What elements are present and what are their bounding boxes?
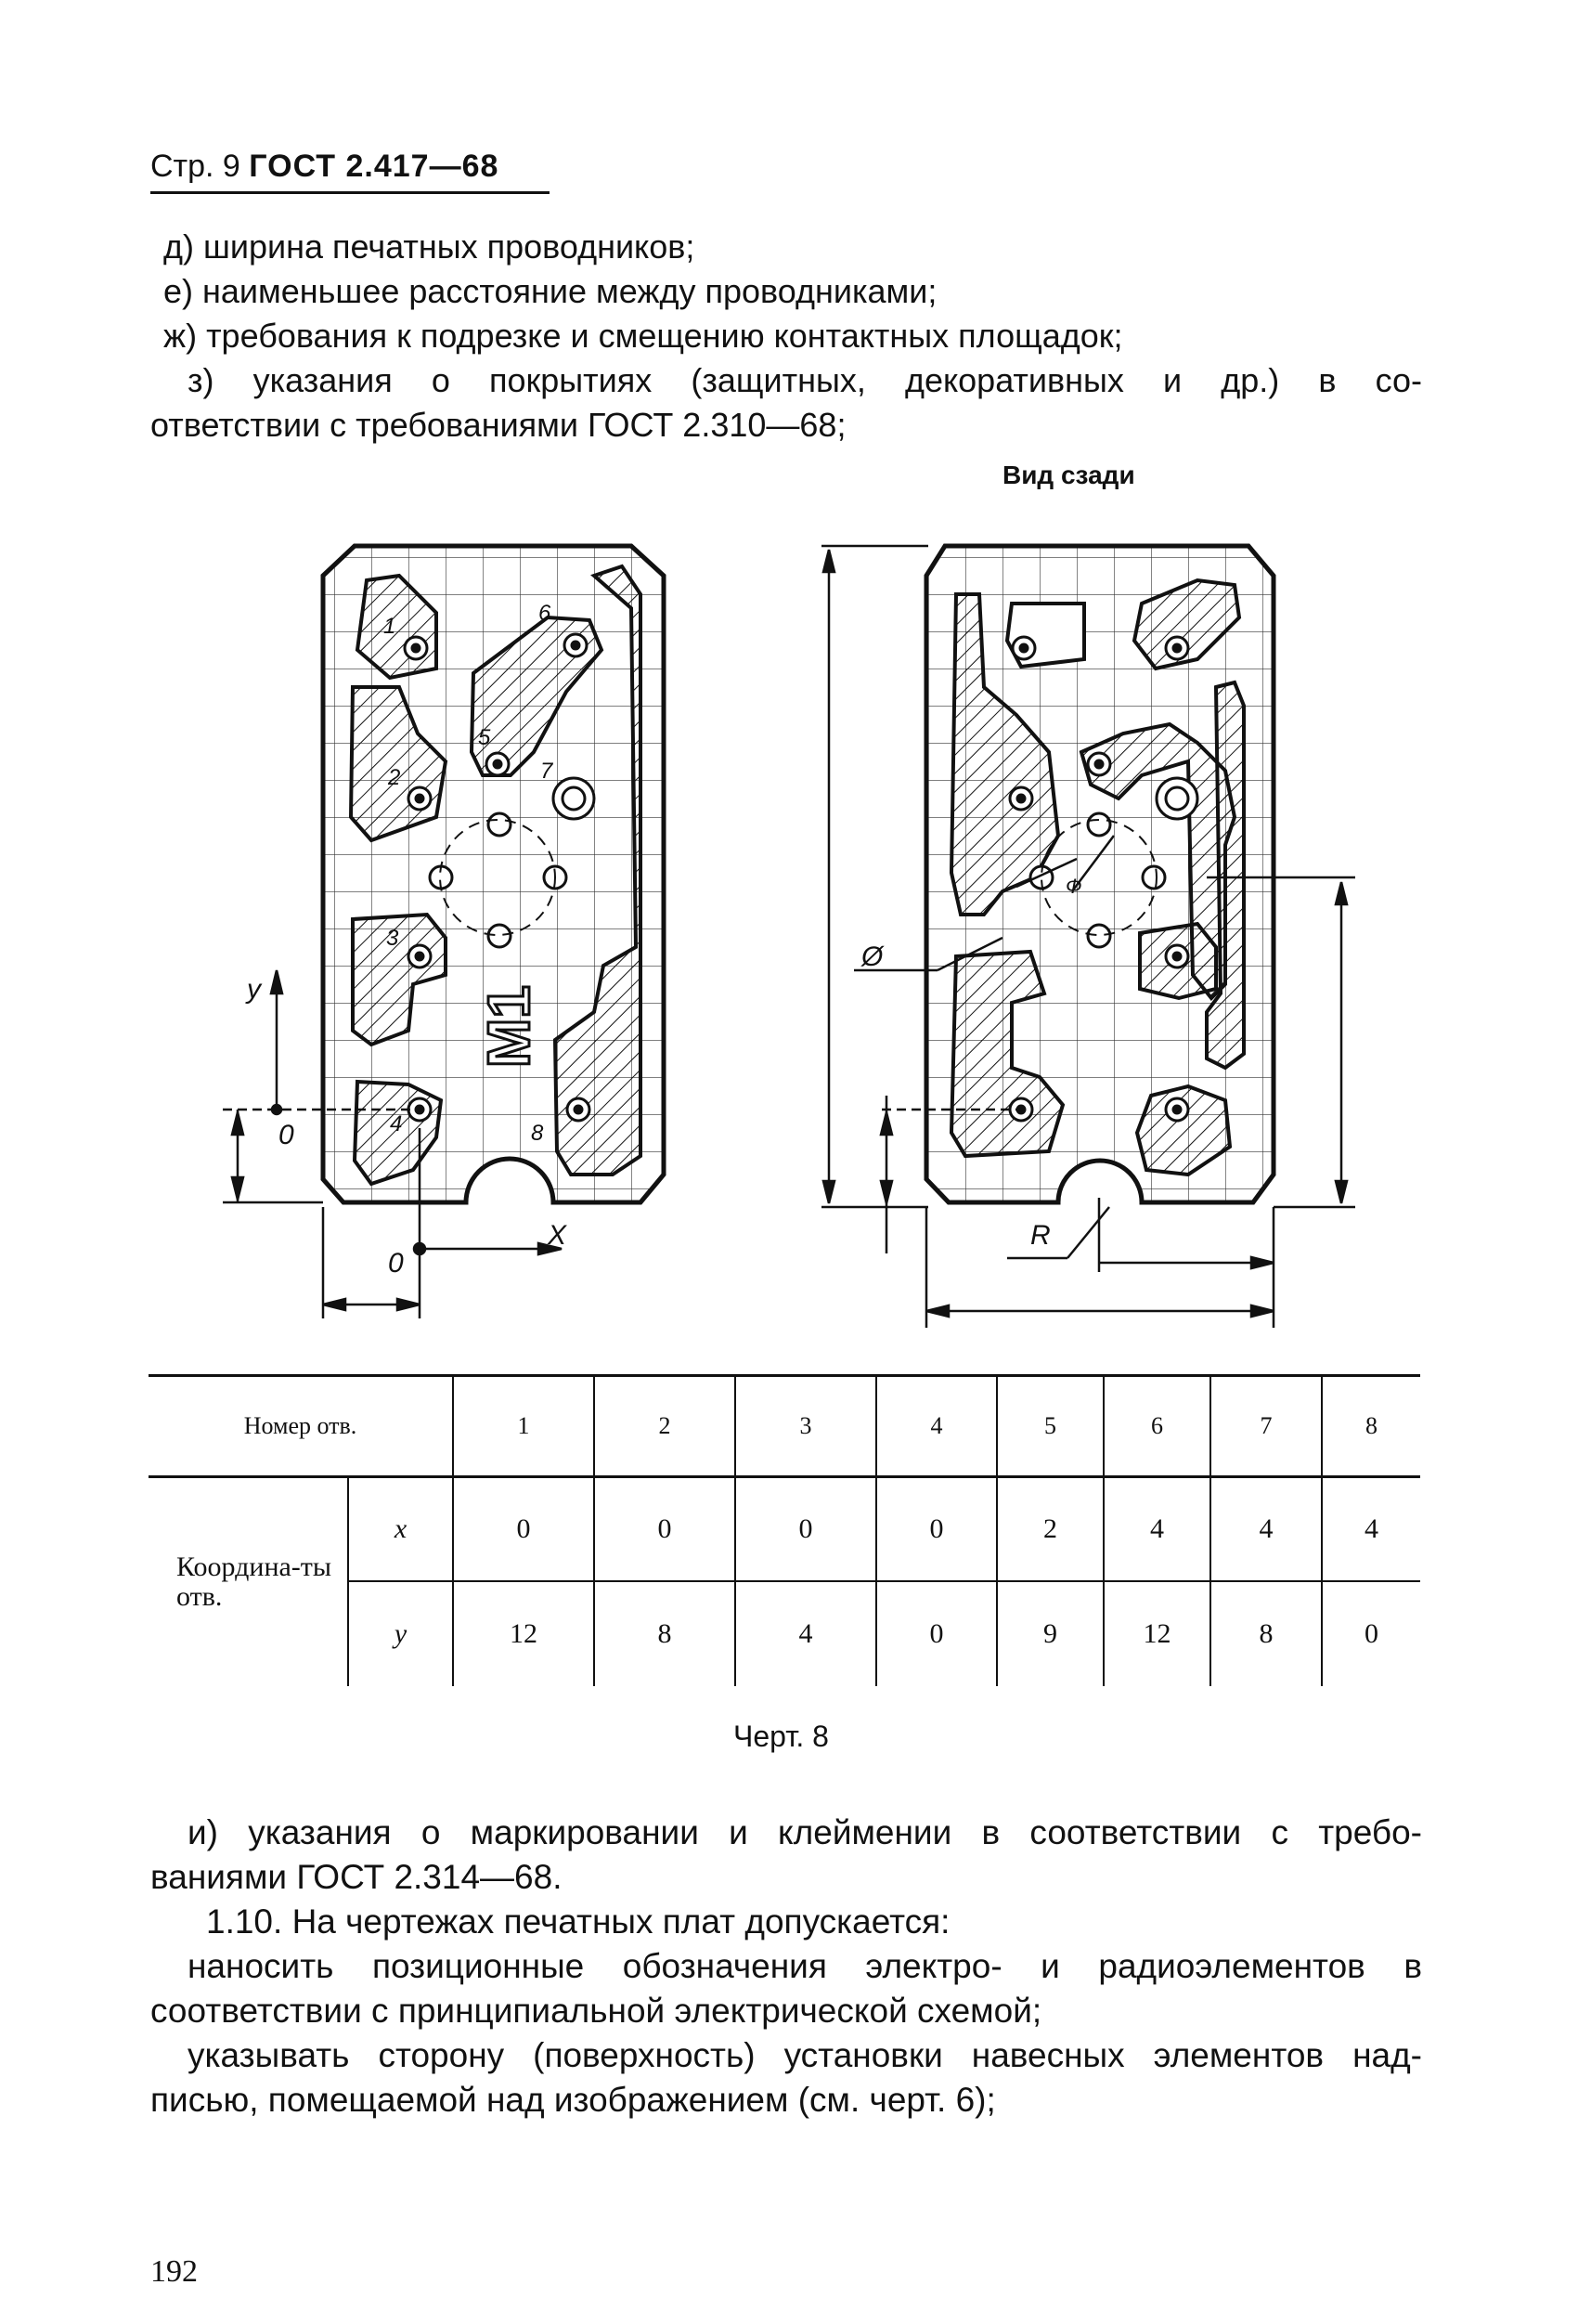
hole-number-6: 6 (1104, 1376, 1210, 1477)
x-value-7: 4 (1210, 1477, 1322, 1582)
x-value-4: 0 (876, 1477, 997, 1582)
item-e: е) наименьшее расстояние между проводниками; (163, 272, 938, 310)
left-origin-bottom: 0 (388, 1248, 404, 1279)
left-board (223, 546, 664, 1318)
hole-number-1: 1 (453, 1376, 594, 1477)
left-hole-label-6: 6 (538, 601, 551, 626)
clause-1-10-b-line1: указывать сторону (поверхность) установки навесных элементов над- (188, 2036, 1422, 2074)
item-zh: ж) требования к подрезке и смещению контактных площадок; (163, 317, 1123, 355)
item-i-line2: ваниями ГОСТ 2.314—68. (150, 1858, 563, 1896)
x-axis-label: x (348, 1477, 453, 1582)
item-z-line1: з) указания о покрытиях (защитных, декоративных и др.) в со- (188, 361, 1422, 399)
coordinates-row-label: Координа-ты отв. (176, 1551, 332, 1612)
item-d: д) ширина печатных проводников; (163, 227, 695, 266)
clause-1-10-a-line2: соответствии с принципиальной электрической схемой; (150, 1992, 1042, 2030)
table-row-x (149, 1477, 1420, 1582)
left-origin-side: 0 (278, 1120, 294, 1150)
y-axis-label: y (348, 1581, 453, 1686)
left-hole-label-4: 4 (390, 1111, 403, 1136)
right-diameter-label: Ø (861, 941, 884, 972)
y-value-4: 0 (876, 1581, 997, 1686)
clause-1-10: 1.10. На чертежах печатных плат допускается: (206, 1902, 951, 1941)
coordinates-table-wrap (149, 1374, 1420, 1686)
standard-number: ГОСТ 2.417—68 (249, 149, 499, 184)
y-value-1: 12 (453, 1581, 594, 1686)
hole-number-header: Номер отв. (149, 1376, 453, 1477)
y-value-8: 0 (1322, 1581, 1420, 1686)
left-hole-label-2: 2 (388, 765, 401, 790)
left-hole-label-1: 1 (383, 614, 396, 639)
x-value-1: 0 (453, 1477, 594, 1582)
table-header-row (149, 1376, 1420, 1477)
hole-number-8: 8 (1322, 1376, 1420, 1477)
hole-number-3: 3 (735, 1376, 876, 1477)
coordinates-table (149, 1374, 1420, 1686)
x-value-8: 4 (1322, 1477, 1420, 1582)
left-axis-x: X (548, 1220, 567, 1251)
page-number: 192 (150, 2254, 198, 2289)
hole-number-5: 5 (997, 1376, 1104, 1477)
left-hole-label-8: 8 (531, 1121, 544, 1146)
figure-caption: Черт. 8 (733, 1720, 829, 1753)
x-value-6: 4 (1104, 1477, 1210, 1582)
page-label: Стр. 9 (150, 149, 240, 184)
right-radius-label: R (1030, 1220, 1051, 1251)
x-value-3: 0 (735, 1477, 876, 1582)
left-hole-label-3: 3 (386, 926, 399, 951)
y-value-5: 9 (997, 1581, 1104, 1686)
clause-1-10-a-line1: наносить позиционные обозначения электро- и радиоэлементов в (188, 1947, 1422, 1985)
y-value-2: 8 (594, 1581, 735, 1686)
left-axis-y: y (247, 974, 261, 1005)
left-hole-label-7: 7 (540, 759, 553, 784)
item-z-line2: ответствии с требованиями ГОСТ 2.310—68; (150, 406, 847, 444)
x-value-5: 2 (997, 1477, 1104, 1582)
y-value-6: 12 (1104, 1581, 1210, 1686)
left-marking-text: М1 (475, 985, 542, 1068)
hole-number-4: 4 (876, 1376, 997, 1477)
y-value-7: 8 (1210, 1581, 1322, 1686)
right-small-diameter-label: Ф (1066, 875, 1082, 898)
left-hole-label-5: 5 (478, 725, 491, 750)
right-board (821, 546, 1355, 1328)
body-text (150, 1811, 1422, 2123)
y-value-3: 4 (735, 1581, 876, 1686)
item-i-line1: и) указания о маркировании и клеймении в соответствии с требо- (188, 1813, 1422, 1851)
x-value-2: 0 (594, 1477, 735, 1582)
clause-1-10-b-line2: писью, помещаемой над изображением (см. черт. 6); (150, 2081, 996, 2119)
view-label: Вид сзади (1002, 461, 1135, 489)
hole-number-2: 2 (594, 1376, 735, 1477)
hole-number-7: 7 (1210, 1376, 1322, 1477)
